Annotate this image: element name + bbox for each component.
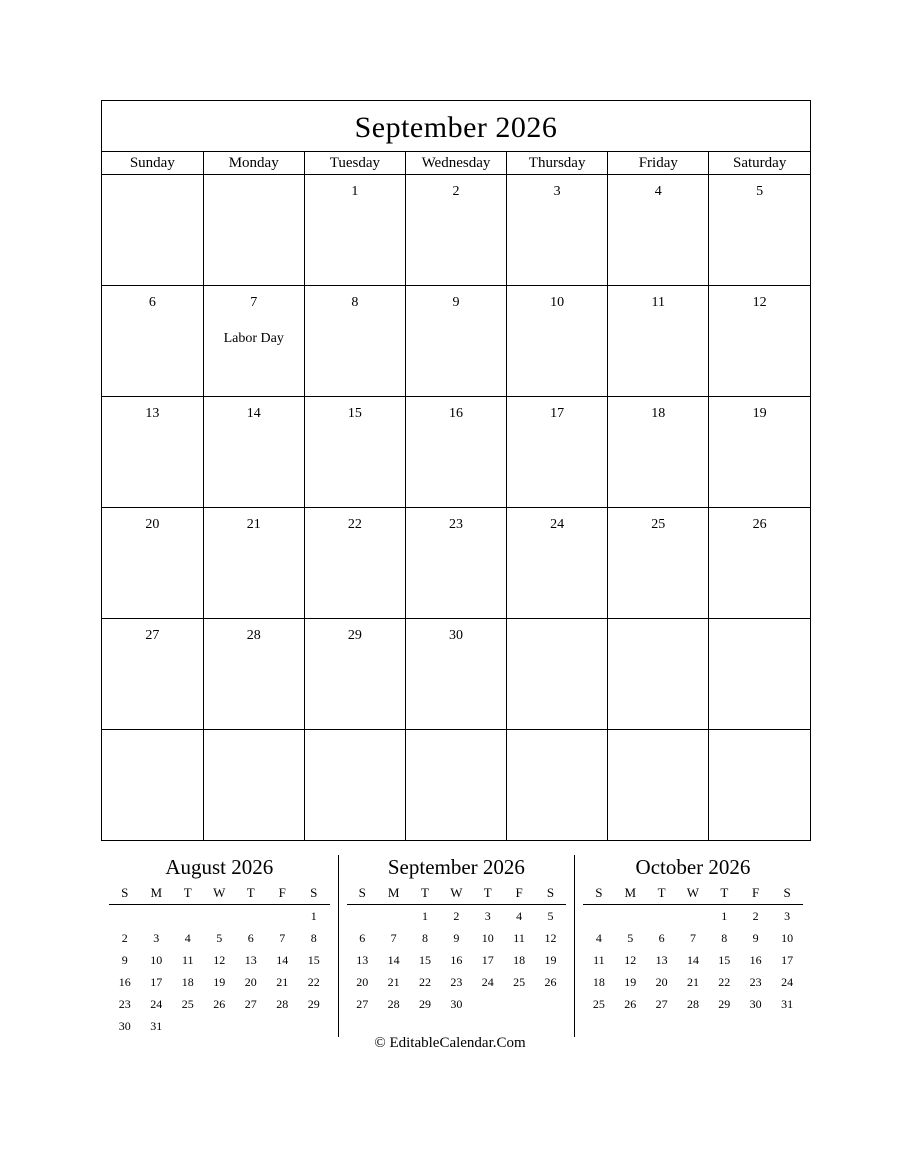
mini-week-row xyxy=(109,993,330,1015)
mini-day-cell xyxy=(298,1015,330,1037)
mini-day-cell: 10 xyxy=(781,930,794,945)
mini-day-cell: 9 xyxy=(752,930,759,945)
mini-weekday-header: S xyxy=(771,884,802,905)
mini-day-cell xyxy=(583,1015,614,1037)
day-number: 23 xyxy=(448,517,463,532)
day-event: Labor Day xyxy=(223,331,284,346)
calendar-week-row xyxy=(102,397,810,508)
mini-day-cell: 9 xyxy=(453,930,460,945)
mini-day-cell: 23 xyxy=(749,974,762,989)
mini-day-cell xyxy=(709,1015,740,1037)
mini-day-cell: 20 xyxy=(356,974,369,989)
mini-day-cell: 5 xyxy=(627,930,634,945)
mini-day-cell xyxy=(677,1015,708,1037)
day-number: 7 xyxy=(250,295,258,310)
mini-day-cell: 4 xyxy=(516,908,523,923)
mini-week-row xyxy=(347,1015,567,1037)
mini-calendar-grid xyxy=(109,884,330,1037)
mini-weekday-header: T xyxy=(646,884,677,905)
mini-day-cell xyxy=(267,1015,299,1037)
mini-day-cell: 27 xyxy=(356,996,369,1011)
day-cell[interactable] xyxy=(507,730,608,841)
day-number: 19 xyxy=(752,406,767,421)
mini-calendars xyxy=(101,855,811,1037)
mini-day-cell: 25 xyxy=(181,996,194,1011)
day-number: 9 xyxy=(452,295,460,310)
day-number: 12 xyxy=(752,295,767,310)
mini-day-cell: 15 xyxy=(307,952,320,967)
mini-day-cell: 12 xyxy=(544,930,557,945)
mini-day-cell: 7 xyxy=(279,930,286,945)
mini-day-cell: 7 xyxy=(689,930,696,945)
day-cell[interactable] xyxy=(709,175,810,286)
mini-week-row xyxy=(347,993,567,1015)
mini-day-cell xyxy=(535,993,566,1015)
day-number: 6 xyxy=(148,295,156,310)
mini-weekday-header: W xyxy=(677,884,708,905)
mini-day-cell: 8 xyxy=(721,930,728,945)
day-number: 24 xyxy=(550,517,565,532)
mini-day-cell xyxy=(378,905,409,928)
mini-day-cell: 3 xyxy=(784,908,791,923)
weekday-header-sunday: Sunday xyxy=(102,152,203,175)
mini-day-cell xyxy=(771,1015,802,1037)
mini-day-cell xyxy=(472,993,503,1015)
mini-day-cell: 28 xyxy=(686,996,699,1011)
mini-day-cell: 2 xyxy=(752,908,759,923)
mini-day-cell: 26 xyxy=(544,974,557,989)
mini-day-cell: 18 xyxy=(513,952,526,967)
weekday-header-saturday: Saturday xyxy=(709,152,810,175)
mini-day-cell: 19 xyxy=(544,952,557,967)
day-cell[interactable] xyxy=(203,730,304,841)
mini-day-cell: 21 xyxy=(686,974,699,989)
day-number: 29 xyxy=(347,628,362,643)
day-cell[interactable] xyxy=(709,397,810,508)
day-cell[interactable] xyxy=(608,619,709,730)
mini-day-cell: 30 xyxy=(749,996,762,1011)
day-cell[interactable] xyxy=(507,619,608,730)
mini-week-row xyxy=(583,1015,803,1037)
mini-day-cell: 1 xyxy=(421,908,428,923)
mini-day-cell: 24 xyxy=(781,974,794,989)
day-number: 10 xyxy=(550,295,565,310)
day-cell[interactable] xyxy=(709,508,810,619)
mini-day-cell xyxy=(615,905,646,928)
day-cell[interactable] xyxy=(405,619,506,730)
day-cell[interactable] xyxy=(102,286,203,397)
mini-day-cell: 24 xyxy=(150,996,163,1011)
mini-day-cell: 27 xyxy=(244,996,257,1011)
mini-day-cell xyxy=(267,905,299,928)
calendar-week-row xyxy=(102,730,810,841)
day-cell[interactable] xyxy=(102,508,203,619)
day-cell[interactable] xyxy=(304,175,405,286)
mini-weekday-header: S xyxy=(583,884,614,905)
calendar-week-row xyxy=(102,619,810,730)
mini-weekday-header: S xyxy=(535,884,566,905)
day-cell[interactable] xyxy=(304,397,405,508)
mini-day-cell: 2 xyxy=(121,930,128,945)
mini-day-cell: 25 xyxy=(513,974,526,989)
mini-day-cell xyxy=(204,905,236,928)
mini-week-row xyxy=(583,927,803,949)
mini-day-cell xyxy=(204,1015,236,1037)
mini-day-cell xyxy=(172,905,204,928)
mini-calendar-title: October 2026 xyxy=(635,855,751,879)
mini-day-cell: 11 xyxy=(181,952,194,967)
weekday-header-tuesday: Tuesday xyxy=(304,152,405,175)
mini-calendar-grid xyxy=(583,884,803,1037)
mini-day-cell: 2 xyxy=(453,908,460,923)
mini-week-row xyxy=(583,993,803,1015)
day-number: 30 xyxy=(448,628,463,643)
mini-day-cell: 26 xyxy=(624,996,637,1011)
day-number: 16 xyxy=(448,406,463,421)
day-cell[interactable] xyxy=(304,508,405,619)
calendar-week-row xyxy=(102,175,810,286)
mini-calendar-title: September 2026 xyxy=(387,855,525,879)
page-title: September 2026 xyxy=(102,101,810,152)
mini-week-row xyxy=(109,905,330,928)
mini-day-cell: 16 xyxy=(118,974,131,989)
mini-weekday-header: T xyxy=(409,884,440,905)
day-cell[interactable] xyxy=(102,397,203,508)
mini-day-cell: 28 xyxy=(276,996,289,1011)
day-cell[interactable] xyxy=(203,286,304,397)
day-cell[interactable] xyxy=(102,175,203,286)
mini-weekday-header: S xyxy=(298,884,330,905)
mini-week-row xyxy=(583,905,803,928)
day-cell[interactable] xyxy=(405,730,506,841)
day-number: 11 xyxy=(651,295,666,310)
mini-weekday-header: T xyxy=(472,884,503,905)
day-number: 3 xyxy=(553,184,561,199)
day-cell[interactable] xyxy=(507,397,608,508)
mini-week-row xyxy=(109,971,330,993)
mini-day-cell: 20 xyxy=(244,974,257,989)
mini-day-cell: 4 xyxy=(184,930,191,945)
day-number: 2 xyxy=(452,184,460,199)
day-cell[interactable] xyxy=(203,619,304,730)
mini-day-cell: 1 xyxy=(721,908,728,923)
mini-calendar-grid xyxy=(347,884,567,1037)
calendar-week-row xyxy=(102,286,810,397)
mini-day-cell: 15 xyxy=(718,952,731,967)
day-cell[interactable] xyxy=(608,730,709,841)
mini-day-cell: 1 xyxy=(310,908,317,923)
day-number: 27 xyxy=(145,628,160,643)
day-cell[interactable] xyxy=(507,286,608,397)
day-number: 20 xyxy=(145,517,160,532)
mini-day-cell: 14 xyxy=(387,952,400,967)
weekday-header-wednesday: Wednesday xyxy=(405,152,506,175)
mini-week-row xyxy=(347,927,567,949)
mini-day-cell xyxy=(141,905,173,928)
weekday-header-friday: Friday xyxy=(608,152,709,175)
mini-weekday-header-row xyxy=(347,884,567,905)
mini-day-cell: 25 xyxy=(592,996,605,1011)
mini-day-cell xyxy=(503,1015,534,1037)
mini-weekday-header: S xyxy=(347,884,378,905)
day-cell[interactable] xyxy=(709,730,810,841)
day-cell[interactable] xyxy=(709,286,810,397)
mini-day-cell: 12 xyxy=(624,952,637,967)
mini-day-cell: 9 xyxy=(121,952,128,967)
day-number: 8 xyxy=(351,295,359,310)
mini-day-cell: 21 xyxy=(387,974,400,989)
mini-day-cell: 27 xyxy=(655,996,668,1011)
mini-day-cell: 22 xyxy=(307,974,320,989)
weekday-header-monday: Monday xyxy=(203,152,304,175)
mini-weekday-header: F xyxy=(267,884,299,905)
day-number: 26 xyxy=(752,517,767,532)
mini-day-cell: 17 xyxy=(150,974,163,989)
mini-day-cell: 19 xyxy=(213,974,226,989)
mini-day-cell: 17 xyxy=(481,952,494,967)
mini-day-cell: 16 xyxy=(450,952,463,967)
mini-weekday-header: W xyxy=(441,884,472,905)
main-calendar-grid xyxy=(102,152,810,840)
day-number: 15 xyxy=(347,406,362,421)
mini-day-cell xyxy=(646,1015,677,1037)
day-number: 21 xyxy=(246,517,261,532)
mini-day-cell: 23 xyxy=(450,974,463,989)
day-cell[interactable] xyxy=(709,619,810,730)
mini-day-cell xyxy=(235,1015,267,1037)
mini-day-cell: 13 xyxy=(356,952,369,967)
day-cell[interactable] xyxy=(608,397,709,508)
mini-day-cell xyxy=(235,905,267,928)
day-cell[interactable] xyxy=(304,286,405,397)
mini-day-cell: 11 xyxy=(513,930,525,945)
mini-calendar-august xyxy=(101,855,338,1037)
mini-day-cell: 16 xyxy=(749,952,762,967)
mini-weekday-header: F xyxy=(740,884,771,905)
mini-week-row xyxy=(347,905,567,928)
day-cell[interactable] xyxy=(203,175,304,286)
mini-week-row xyxy=(347,971,567,993)
day-cell[interactable] xyxy=(608,286,709,397)
mini-day-cell: 13 xyxy=(655,952,668,967)
mini-calendar-title: August 2026 xyxy=(165,855,274,879)
day-number: 14 xyxy=(246,406,261,421)
day-cell[interactable] xyxy=(405,175,506,286)
mini-day-cell: 10 xyxy=(481,930,494,945)
weekday-header-row xyxy=(102,152,810,175)
mini-day-cell: 10 xyxy=(150,952,163,967)
mini-calendar-september xyxy=(338,855,575,1037)
mini-day-cell xyxy=(740,1015,771,1037)
mini-day-cell: 22 xyxy=(718,974,731,989)
day-cell[interactable] xyxy=(405,508,506,619)
mini-day-cell: 11 xyxy=(593,952,605,967)
mini-day-cell: 30 xyxy=(450,996,463,1011)
mini-day-cell: 5 xyxy=(216,930,223,945)
mini-day-cell: 18 xyxy=(592,974,605,989)
mini-day-cell: 4 xyxy=(595,930,602,945)
mini-day-cell: 18 xyxy=(181,974,194,989)
mini-day-cell: 29 xyxy=(418,996,431,1011)
mini-day-cell xyxy=(378,1015,409,1037)
mini-week-row xyxy=(347,949,567,971)
mini-day-cell xyxy=(503,993,534,1015)
mini-day-cell xyxy=(347,1015,378,1037)
mini-day-cell xyxy=(615,1015,646,1037)
mini-weekday-header: M xyxy=(615,884,646,905)
mini-day-cell xyxy=(583,905,614,928)
mini-day-cell xyxy=(347,905,378,928)
calendar-week-row xyxy=(102,508,810,619)
day-cell[interactable] xyxy=(102,619,203,730)
mini-day-cell: 13 xyxy=(244,952,257,967)
mini-week-row xyxy=(109,1015,330,1037)
mini-day-cell: 22 xyxy=(418,974,431,989)
mini-day-cell: 26 xyxy=(213,996,226,1011)
mini-weekday-header: T xyxy=(172,884,204,905)
day-number: 25 xyxy=(651,517,666,532)
mini-day-cell: 12 xyxy=(213,952,226,967)
weekday-header-thursday: Thursday xyxy=(507,152,608,175)
day-cell[interactable] xyxy=(203,508,304,619)
mini-day-cell xyxy=(409,1015,440,1037)
mini-weekday-header: T xyxy=(709,884,740,905)
mini-day-cell: 17 xyxy=(781,952,794,967)
mini-day-cell: 28 xyxy=(387,996,400,1011)
day-number: 1 xyxy=(351,184,359,199)
day-number: 28 xyxy=(246,628,261,643)
mini-day-cell: 21 xyxy=(276,974,289,989)
mini-week-row xyxy=(583,949,803,971)
mini-day-cell: 29 xyxy=(307,996,320,1011)
mini-day-cell: 3 xyxy=(484,908,491,923)
day-number: 4 xyxy=(654,184,662,199)
day-number: 22 xyxy=(347,517,362,532)
mini-day-cell: 15 xyxy=(418,952,431,967)
mini-weekday-header: F xyxy=(503,884,534,905)
mini-week-row xyxy=(109,927,330,949)
day-cell[interactable] xyxy=(507,175,608,286)
day-number: 5 xyxy=(756,184,764,199)
mini-day-cell: 6 xyxy=(359,930,366,945)
main-calendar xyxy=(101,100,811,841)
mini-day-cell: 14 xyxy=(276,952,289,967)
mini-day-cell: 6 xyxy=(658,930,665,945)
day-cell[interactable] xyxy=(304,619,405,730)
day-cell[interactable] xyxy=(507,508,608,619)
mini-day-cell: 8 xyxy=(421,930,428,945)
mini-calendar-october xyxy=(574,855,811,1037)
mini-weekday-header: T xyxy=(235,884,267,905)
mini-day-cell xyxy=(677,905,708,928)
mini-day-cell: 6 xyxy=(247,930,254,945)
mini-day-cell: 5 xyxy=(547,908,554,923)
day-cell[interactable] xyxy=(102,730,203,841)
day-cell[interactable] xyxy=(608,175,709,286)
mini-weekday-header-row xyxy=(109,884,330,905)
mini-day-cell: 14 xyxy=(686,952,699,967)
day-number: 13 xyxy=(145,406,160,421)
mini-day-cell: 7 xyxy=(390,930,397,945)
mini-day-cell xyxy=(472,1015,503,1037)
mini-weekday-header: M xyxy=(141,884,173,905)
mini-day-cell: 30 xyxy=(118,1018,131,1033)
day-cell[interactable] xyxy=(405,397,506,508)
day-cell[interactable] xyxy=(304,730,405,841)
day-cell[interactable] xyxy=(608,508,709,619)
mini-day-cell: 24 xyxy=(481,974,494,989)
mini-weekday-header: S xyxy=(109,884,141,905)
mini-week-row xyxy=(583,971,803,993)
mini-weekday-header: W xyxy=(204,884,236,905)
day-number: 18 xyxy=(651,406,666,421)
mini-day-cell xyxy=(109,905,141,928)
mini-day-cell xyxy=(172,1015,204,1037)
mini-day-cell: 31 xyxy=(150,1018,163,1033)
mini-day-cell: 3 xyxy=(153,930,160,945)
day-cell[interactable] xyxy=(203,397,304,508)
mini-day-cell: 29 xyxy=(718,996,731,1011)
mini-day-cell: 23 xyxy=(118,996,131,1011)
mini-day-cell: 8 xyxy=(310,930,317,945)
mini-week-row xyxy=(109,949,330,971)
mini-day-cell xyxy=(535,1015,566,1037)
day-number: 17 xyxy=(550,406,565,421)
mini-day-cell xyxy=(441,1015,472,1037)
mini-day-cell: 31 xyxy=(781,996,794,1011)
mini-day-cell: 19 xyxy=(624,974,637,989)
mini-day-cell xyxy=(646,905,677,928)
footer-credit: © EditableCalendar.Com xyxy=(374,1035,526,1051)
mini-day-cell: 20 xyxy=(655,974,668,989)
day-cell[interactable] xyxy=(405,286,506,397)
mini-weekday-header-row xyxy=(583,884,803,905)
mini-weekday-header: M xyxy=(378,884,409,905)
